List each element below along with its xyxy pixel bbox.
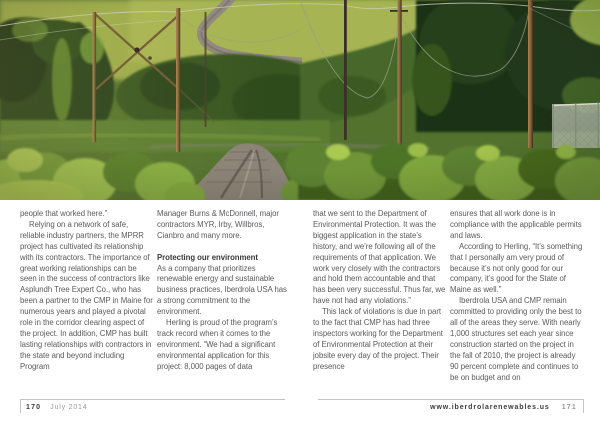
footer-right [430,404,577,411]
issue-date: July 2014 [50,404,88,411]
article-column-2 [157,209,291,373]
paragraph: As a company that prioritizes renewable energy and sustainable business practices, Iberdrola USA has a strong commitment to the environment. [157,263,287,317]
paragraph: According to Herling, “It’s something that I personally am very proud of because it’s not only good for our company, it’s good for the State of Maine as well.” [450,241,583,295]
paragraph: Manager Burns & McDonnell, major contractors MYR, Irby, Willbros, Cianbro and many more. [157,209,279,240]
page-number-left: 170 [26,404,42,411]
paragraph: Herling is proud of the program’s track record when it comes to the environment. “We had a significant environmental application for this project: 8,000 pages of data [157,318,278,371]
website-url: www.iberdrolarenewables.us [430,404,550,411]
article-column-4 [450,209,583,384]
article-column-1 [20,209,154,373]
paragraph: people that worked here.” [20,209,108,218]
paragraph: This lack of violations is due in part to the fact that CMP has had three inspectors working for the Department of Environmental Protection at their jobsite every day of the project. Their presence [313,307,443,371]
footer-rule-left [20,399,285,400]
paragraph: Iberdrola USA and CMP remain committed to providing only the best to all of the areas they serve. With nearly 1,000 structures set each year since construction started on the project in the fall of 2010, the project is already 90 percent complete and continues to be on budget and on [450,296,582,382]
page-number-right: 171 [561,404,577,411]
corridor-photo [0,0,600,200]
footer-tick-left [20,399,21,413]
corridor-photo-art [0,0,600,200]
footer-tick-right [583,399,584,413]
paragraph: that we sent to the Department of Environmental Protection. It was the biggest application in the state’s history, and we’re following all of the requirements of that application. We work very closely with the contractors and hold them accountable and that has been very successful. Thus far, we have not had any violations.” [313,209,446,306]
paragraph: ensures that all work done is in compliance with the applicable permits and laws. [450,209,582,240]
footer-rule-right [318,399,583,400]
paragraph: Relying on a network of safe, reliable industry partners, the MPRR project has cultivated its relationship with its contractors. The importance of great working relationships can be seen in the success of contractors like Asplundh Tree Expert Co., who has been a partner to the CMP in Maine for numerous years and played a pivotal role in the corridor clearing aspect of the project. In addition, CMP has built lasting relationships with contractors in the state and beyond including Program [20,219,153,371]
section-heading: Protecting our environment [157,252,258,262]
article-column-3 [313,209,447,373]
footer-left [26,404,87,411]
